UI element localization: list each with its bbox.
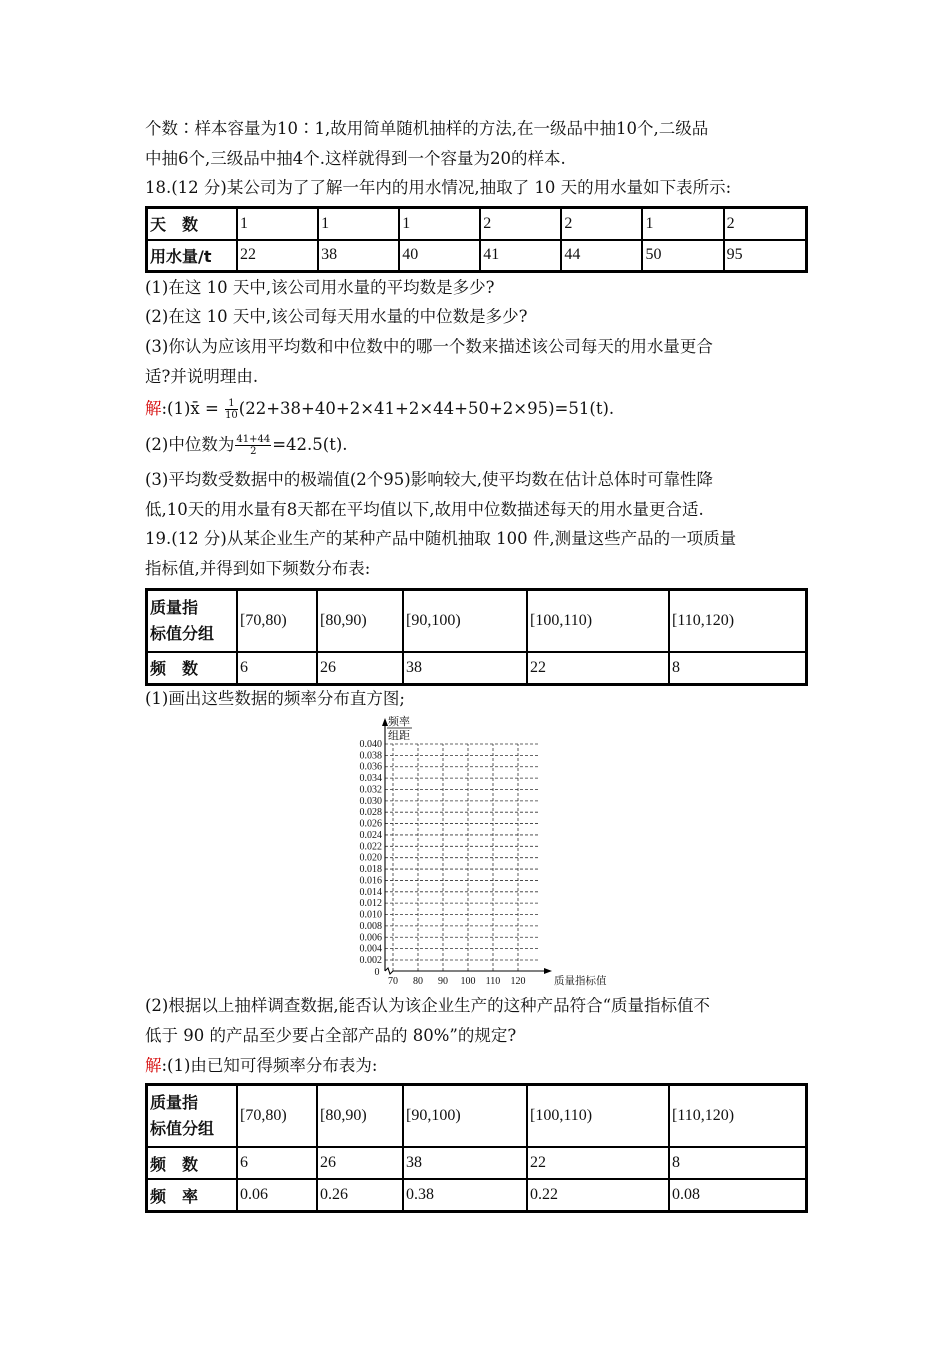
rate-header: 频 率 — [147, 1179, 238, 1211]
days-cell: 2 — [561, 208, 642, 240]
fraction — [235, 434, 271, 457]
group-cell: [100,110) — [527, 1085, 669, 1147]
y-tick-label: 0.006 — [359, 932, 382, 944]
text-line: 中抽6个,三级品中抽4个.这样就得到一个容量为20的样本. — [145, 149, 566, 168]
freq-cell: 26 — [317, 1147, 403, 1179]
y-tick-label: 0.016 — [359, 875, 382, 887]
header-line: 标值分组 — [150, 623, 215, 643]
group-cell: [100,110) — [527, 590, 669, 652]
x-axis-label: 质量指标值 — [554, 976, 607, 987]
usage-cell: 41 — [480, 240, 561, 272]
question-3: (3)你认为应该用平均数和中位数中的哪一个数来描述该公司每天的用水量更合 — [145, 337, 713, 356]
y-tick-label: 0.008 — [359, 920, 382, 932]
x-axis — [385, 968, 550, 974]
answer-2-post: =42.5(t). — [272, 435, 348, 454]
fraction-numerator: 1 — [225, 398, 238, 410]
usage-cell: 38 — [318, 240, 399, 272]
y-tick-label: 0.030 — [359, 795, 382, 807]
answer-3-cont: 低,10天的用水量有8天都在平均值以下,故用中位数描述每天的用水量更合适. — [145, 500, 704, 519]
days-cell: 1 — [318, 208, 399, 240]
y-label-numerator: 频率 — [388, 716, 410, 728]
answer-19-text: :(1)由已知可得频率分布表为: — [161, 1056, 378, 1075]
question-19-2: (2)根据以上抽样调查数据,能否认为该企业生产的这种产品符合“质量指标值不 — [145, 996, 711, 1015]
group-cell: [70,80) — [237, 1085, 317, 1147]
fraction-numerator: 41+44 — [236, 434, 271, 445]
x-tick-label: 80 — [413, 976, 423, 987]
rate-cell: 0.06 — [237, 1179, 317, 1211]
y-tick-label: 0.038 — [359, 750, 382, 762]
quality-frequency-table — [145, 588, 808, 686]
y-tick-label: 0.002 — [359, 955, 382, 966]
group-header — [147, 590, 238, 652]
y-tick-label: 0.014 — [359, 886, 382, 898]
freq-cell: 8 — [669, 1147, 807, 1179]
days-header: 天 数 — [147, 208, 238, 240]
rate-cell: 0.26 — [317, 1179, 403, 1211]
answer-1 — [145, 398, 614, 421]
group-cell: [90,100) — [403, 1085, 527, 1147]
y-tick-label: 0.032 — [359, 784, 382, 796]
answer-2 — [145, 434, 348, 457]
freq-cell: 22 — [527, 652, 669, 685]
freq-cell: 6 — [237, 652, 317, 685]
question-1: (1)在这 10 天中,该公司用水量的平均数是多少? — [145, 278, 495, 297]
freq-cell: 6 — [237, 1147, 317, 1179]
y-tick-label: 0.018 — [359, 864, 382, 876]
group-cell: [90,100) — [403, 590, 527, 652]
histogram-grid — [330, 712, 620, 992]
freq-header: 频 数 — [147, 1147, 238, 1179]
header-line: 质量指 — [150, 597, 199, 617]
text-line: 个数∶样本容量为10∶1,故用简单随机抽样的方法,在一级品中抽10个,二级品 — [145, 119, 709, 138]
problem-19-title: 19.(12 分)从某企业生产的某种产品中随机抽取 100 件,测量这些产品的一项质量 — [145, 529, 737, 548]
x-tick-label: 110 — [485, 976, 501, 987]
fraction-denominator: 2 — [250, 446, 257, 457]
freq-cell: 26 — [317, 652, 403, 685]
freq-cell: 38 — [403, 1147, 527, 1179]
y-tick-label: 0.022 — [359, 841, 382, 853]
group-header — [147, 1085, 238, 1147]
freq-header: 频 数 — [147, 652, 238, 685]
group-cell: [70,80) — [237, 590, 317, 652]
rate-cell: 0.22 — [527, 1179, 669, 1211]
y-tick-label: 0.010 — [359, 909, 382, 921]
usage-cell: 40 — [399, 240, 480, 272]
freq-cell: 8 — [669, 652, 807, 685]
y-tick-label: 0.024 — [359, 829, 382, 841]
answer-19 — [145, 1055, 378, 1077]
y-tick-label: 0.020 — [359, 852, 382, 864]
y-tick-label: 0.040 — [359, 739, 382, 750]
days-cell: 1 — [237, 208, 318, 240]
answer-1-post: (22+38+40+2×41+2×44+50+2×95)=51(t). — [238, 399, 615, 418]
usage-cell: 50 — [642, 240, 723, 272]
water-usage-table — [145, 206, 808, 273]
freq-cell: 38 — [403, 652, 527, 685]
usage-cell: 95 — [724, 240, 807, 272]
days-cell: 1 — [642, 208, 723, 240]
usage-cell: 44 — [561, 240, 642, 272]
y-label-denominator: 组距 — [388, 730, 410, 742]
rate-cell: 0.08 — [669, 1179, 807, 1211]
answer-label: 解 — [145, 1056, 162, 1075]
problem-19-cont: 指标值,并得到如下频数分布表: — [145, 559, 371, 578]
freq-cell: 22 — [527, 1147, 669, 1179]
group-cell: [80,90) — [317, 590, 403, 652]
answer-1-pre: :(1)x̄ = — [161, 399, 219, 418]
y-tick-label: 0.012 — [359, 898, 382, 910]
rate-cell: 0.38 — [403, 1179, 527, 1211]
question-19-1: (1)画出这些数据的频率分布直方图; — [145, 689, 405, 708]
y-tick-label: 0.026 — [359, 818, 382, 830]
y-tick-label: 0.034 — [359, 773, 382, 785]
x-tick-label: 100 — [460, 976, 476, 987]
origin-label: 0 — [374, 967, 380, 978]
days-cell: 2 — [724, 208, 807, 240]
y-tick-label: 0.036 — [359, 761, 382, 773]
days-cell: 1 — [399, 208, 480, 240]
x-axis-arrow — [544, 968, 552, 974]
x-tick-label: 70 — [388, 976, 398, 987]
fraction — [225, 398, 238, 421]
question-2: (2)在这 10 天中,该公司每天用水量的中位数是多少? — [145, 307, 528, 326]
fraction-denominator: 10 — [225, 410, 238, 421]
answer-2-pre: (2)中位数为 — [145, 435, 235, 454]
frequency-distribution-table — [145, 1083, 808, 1213]
y-tick-label: 0.028 — [359, 807, 382, 819]
question-3-cont: 适?并说明理由. — [145, 367, 259, 386]
days-cell: 2 — [480, 208, 561, 240]
group-cell: [110,120) — [669, 590, 807, 652]
group-cell: [110,120) — [669, 1085, 807, 1147]
group-cell: [80,90) — [317, 1085, 403, 1147]
header-line: 标值分组 — [150, 1118, 215, 1138]
y-tick-label: 0.004 — [359, 943, 382, 955]
x-tick-label: 90 — [438, 976, 448, 987]
answer-label: 解 — [145, 399, 162, 418]
question-19-2-cont: 低于 90 的产品至少要占全部产品的 80%”的规定? — [145, 1026, 517, 1045]
usage-cell: 22 — [237, 240, 318, 272]
usage-header: 用水量/t — [147, 240, 238, 272]
problem-18-title: 18.(12 分)某公司为了了解一年内的用水情况,抽取了 10 天的用水量如下表所示: — [145, 178, 732, 197]
answer-3: (3)平均数受数据中的极端值(2个95)影响较大,使平均数在估计总体时可靠性降 — [145, 470, 713, 489]
header-line: 质量指 — [150, 1092, 199, 1112]
x-tick-label: 120 — [510, 976, 526, 987]
